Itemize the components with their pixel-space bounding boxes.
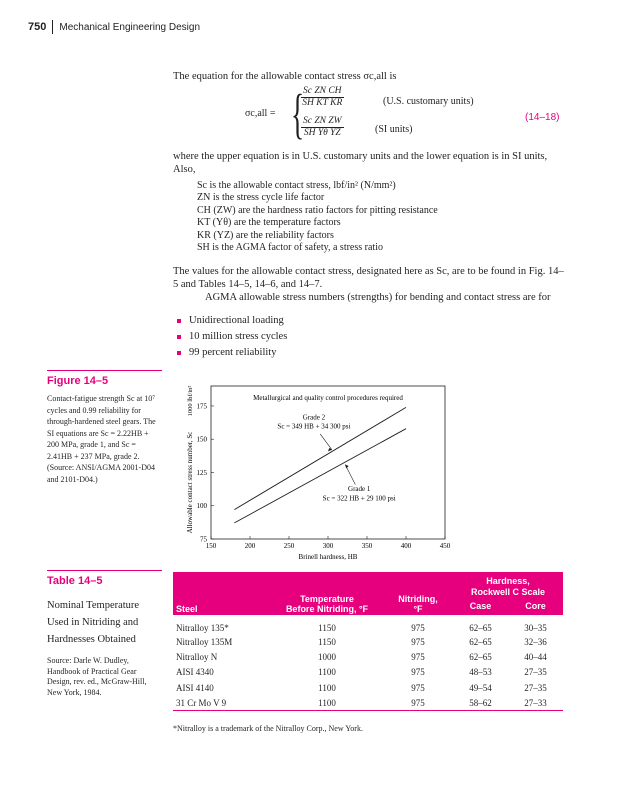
bullet-item: 99 percent reliability — [177, 345, 287, 361]
si-fraction-numerator: Sc ZN ZW — [303, 116, 342, 126]
header-nitriding: Nitriding, °F — [383, 572, 453, 615]
y-axis-label: Allowable contact stress number, Sc — [186, 431, 194, 534]
cell-core: 27–35 — [524, 667, 547, 678]
cell-steel: Nitralloy 135M — [176, 637, 233, 648]
bullet-list — [177, 313, 287, 361]
cell-temperature: 1100 — [318, 682, 336, 693]
header-steel: Steel — [173, 572, 271, 615]
header-hardness: Hardness, Rockwell C Scale — [453, 572, 563, 597]
si-fraction-denominator: SH Yθ YZ — [303, 128, 341, 138]
table-source: Source: Darle W. Dudley, Handbook of Practical Gear Design, rev. ed., McGraw-Hill, New York, 1984. — [47, 656, 147, 697]
table-row — [173, 635, 563, 650]
page-number: 750 — [28, 21, 47, 33]
y-tick-label: 175 — [196, 402, 207, 411]
grade-2-equation: Sc = 349 HB + 34 300 psi — [277, 422, 351, 431]
cell-nitriding: 975 — [411, 682, 425, 693]
running-title: Mechanical Engineering Design — [59, 21, 200, 33]
cell-case: 49–54 — [469, 682, 492, 693]
cell-case: 58–62 — [453, 695, 508, 710]
table-label: Table 14–5 — [47, 575, 103, 587]
figure-label: Figure 14–5 — [47, 375, 109, 387]
cell-steel: Nitralloy 135* — [176, 622, 229, 633]
x-axis-label: Brinell hardness, HB — [298, 553, 358, 561]
bullet-item: Unidirectional loading — [177, 313, 287, 329]
bullet-item: 10 million stress cycles — [177, 329, 287, 345]
definition-item: SH is the AGMA factor of safety, a stress ratio — [197, 242, 383, 254]
definition-item: CH (ZW) are the hardness ratio factors for pitting resistance — [197, 204, 438, 216]
bullet-square-icon — [177, 351, 181, 355]
cell-steel: Nitralloy N — [176, 652, 218, 663]
cell-case: 48–53 — [469, 667, 492, 678]
contact-fatigue-chart — [183, 374, 465, 564]
header-core: Core — [508, 597, 563, 615]
table-row — [173, 680, 563, 695]
cell-case: 62–65 — [469, 652, 492, 663]
grade-1-equation: Sc = 322 HB + 29 100 psi — [322, 494, 396, 503]
cell-steel: 31 Cr Mo V 9 — [173, 695, 271, 710]
figure-caption-block — [47, 370, 162, 485]
table-caption: Nominal Temperature Used in Nitriding and Hardnesses Obtained — [47, 600, 140, 645]
equation-number: (14–18) — [525, 112, 560, 123]
x-tick-label: 350 — [361, 542, 373, 550]
series-line-grade-1 — [234, 429, 406, 523]
cell-case: 62–65 — [469, 637, 492, 648]
running-header — [28, 20, 200, 34]
definition-item: KT (Yθ) are the temperature factors — [197, 217, 341, 229]
paragraph-2: AGMA allowable stress numbers (strengths) for bending and contact stress are for — [205, 292, 551, 303]
table-row — [173, 615, 563, 635]
x-tick-label: 200 — [244, 542, 256, 550]
cell-core: 27–35 — [524, 682, 547, 693]
cell-case: 62–65 — [469, 622, 492, 633]
bullet-square-icon — [177, 319, 181, 323]
after-equation-text: where the upper equation is in U.S. customary units and the lower equation is in SI units, Also, — [173, 151, 548, 175]
definition-item: Sc is the allowable contact stress, lbf/in² (N/mm²) — [197, 180, 396, 191]
cell-temperature: 1150 — [318, 637, 336, 648]
us-fraction-denominator: SH KT KR — [302, 98, 343, 108]
grade-1-label: Grade 1 — [348, 485, 371, 494]
y-axis-unit: 1000 lbf/in² — [187, 385, 194, 417]
grade-2-arrowhead — [328, 448, 332, 452]
y-tick-label: 125 — [196, 468, 207, 477]
table-footnote: *Nitralloy is a trademark of the Nitralloy Corp., New York. — [173, 724, 363, 733]
cell-core: 40–44 — [524, 652, 547, 663]
cell-nitriding: 975 — [411, 667, 425, 678]
grade-2-label: Grade 2 — [302, 413, 326, 422]
cell-steel: AISI 4140 — [176, 682, 214, 693]
paragraph-1: The values for the allowable contact stress, designated here as Sc, are to be found in Fig. 14–5 and Tables 14–5, 14–6, and 14–7. — [173, 266, 564, 290]
cell-temperature: 1150 — [318, 622, 336, 633]
cell-steel: AISI 4340 — [176, 667, 214, 678]
us-units-label: (U.S. customary units) — [383, 96, 474, 107]
cell-core: 32–36 — [524, 637, 547, 648]
bullet-square-icon — [177, 335, 181, 339]
header-case: Case — [453, 597, 508, 615]
x-tick-label: 150 — [205, 542, 217, 550]
x-tick-label: 400 — [400, 542, 412, 550]
y-tick-label: 75 — [200, 535, 207, 544]
us-fraction — [301, 86, 344, 109]
cell-temperature: 1100 — [318, 667, 336, 678]
x-tick-label: 450 — [439, 542, 451, 550]
intro-text: The equation for the allowable contact stress σc,all is — [173, 71, 397, 82]
table-row — [173, 665, 563, 680]
figure-caption: Contact-fatigue strength Sc at 10⁷ cycles and 0.99 reliability for through-hardened steel gears. The SI equations are Sc = 2.22HB + 200 MPa, grade 1, and Sc = 2.41HB + 237 MPa, grade 2. (Source: ANSI/AGMA 2001-D04 and 2101-D04.) — [47, 394, 156, 484]
definition-item: ZN is the stress cycle life factor — [197, 192, 325, 204]
table-caption-block — [47, 570, 162, 698]
cell-nitriding: 975 — [411, 622, 425, 633]
nitriding-table — [173, 572, 563, 711]
grade-2-arrow — [320, 434, 332, 450]
us-fraction-numerator: Sc ZN CH — [303, 86, 342, 96]
definitions-list — [197, 180, 438, 254]
si-units-label: (SI units) — [375, 124, 413, 135]
cell-temperature: 1100 — [271, 695, 383, 710]
y-tick-label: 100 — [196, 502, 207, 511]
cell-nitriding: 975 — [411, 652, 425, 663]
header-divider — [52, 20, 53, 34]
si-fraction — [301, 116, 344, 139]
equation-lhs: σc,all = — [245, 108, 276, 119]
equation-brace: { — [291, 83, 305, 144]
cell-core: 27–33 — [508, 695, 563, 710]
y-tick-label: 150 — [196, 435, 207, 444]
cell-core: 30–35 — [524, 622, 547, 633]
header-temperature: Temperature Before Nitriding, °F — [271, 572, 383, 615]
cell-nitriding: 975 — [411, 637, 425, 648]
chart-title: Metallurgical and quality control procedures required — [253, 394, 403, 402]
x-tick-label: 300 — [322, 542, 334, 550]
cell-temperature: 1000 — [318, 652, 336, 663]
equation-14-18 — [173, 83, 565, 144]
x-tick-label: 250 — [283, 542, 295, 550]
table-row — [173, 695, 563, 710]
table-row — [173, 650, 563, 665]
cell-nitriding: 975 — [383, 695, 453, 710]
definition-item: KR (YZ) are the reliability factors — [197, 229, 334, 241]
